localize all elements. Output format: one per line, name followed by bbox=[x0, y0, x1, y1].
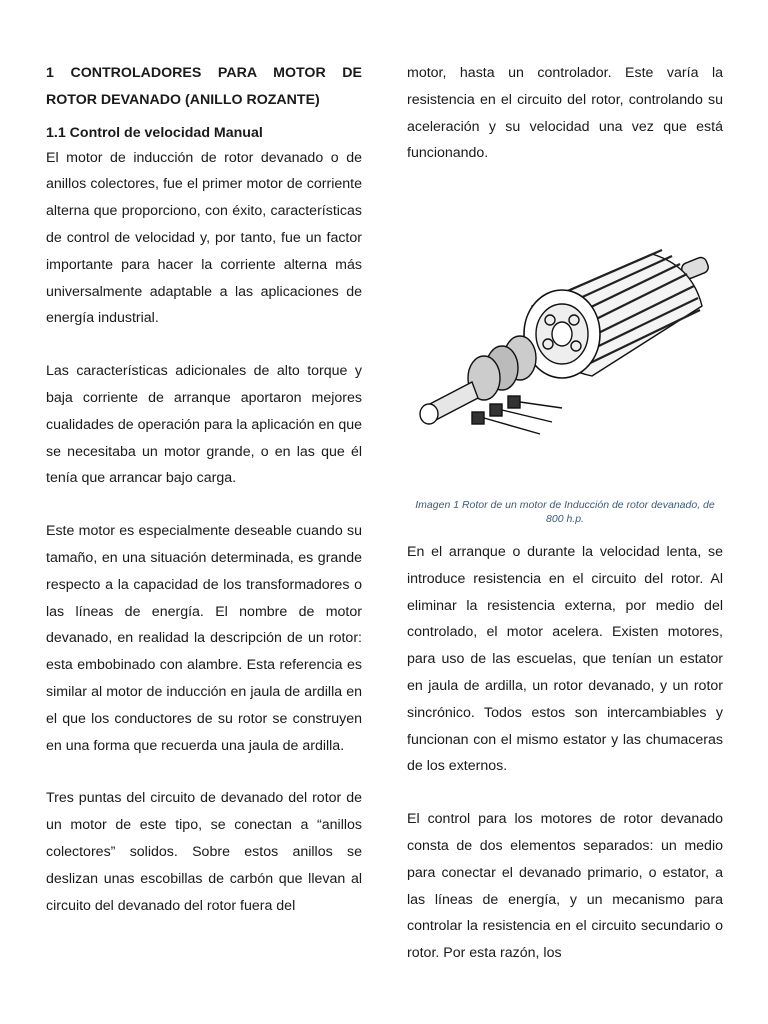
section-heading: 1 CONTROLADORES PARA MOTOR DE ROTOR DEVANADO (ANILLO ROZANTE) bbox=[46, 65, 362, 108]
right-column-bottom bbox=[407, 539, 723, 967]
paragraph-6: En el arranque o durante la velocidad lenta, se introduce resistencia en el circuito del rotor. Al eliminar la resistencia externa, por medio del controlado, el motor acelera. Existen motores, para uso de las escuelas, que tenían un estator en jaula de ardilla, un rotor devanado, y un rotor sincrónico. Todos estos son intercambiables y funcionan con el mismo estator y las chumaceras de los externos. bbox=[407, 544, 723, 775]
rotor-illustration bbox=[412, 236, 722, 456]
figure-caption: Imagen 1 Rotor de un motor de Inducción de rotor devanado, de 800 h.p. bbox=[415, 499, 715, 525]
right-column-top bbox=[407, 60, 723, 167]
paragraph-4: Tres puntas del circuito de devanado del rotor de un motor de este tipo, se conectan a “anillos colectores” solidos. Sobre estos anillos se deslizan unas escobillas de carbón que llevan al circuito del devanado del rotor fuera del bbox=[46, 790, 362, 914]
left-column bbox=[46, 60, 362, 919]
paragraph-3: Este motor es especialmente deseable cuando su tamaño, en una situación determinada, es grande respecto a la capacidad de los transformadores o las líneas de energía. El nombre de motor devanado, en realidad la descripción de un rotor: esta embobinado con alambre. Esta referencia es similar al motor de inducción en jaula de ardilla en el que los conductores de su rotor se construyen en una forma que recuerda una jaula de ardilla. bbox=[46, 523, 362, 754]
paragraph-5: motor, hasta un controlador. Este varía la resistencia en el circuito del rotor, controlando su aceleración y su velocidad una vez que está funcionando. bbox=[407, 65, 723, 162]
subsection-heading: 1.1 Control de velocidad Manual bbox=[46, 124, 263, 141]
paragraph-1: El motor de inducción de rotor devanado o de anillos colectores, fue el primer motor de corriente alterna que proporciono, con éxito, características de control de velocidad y, por tanto, fue un factor importante para hacer la corriente alterna más universalmente adaptable a las aplicaciones de energía industrial. bbox=[46, 149, 362, 327]
paragraph-2: Las características adicionales de alto torque y baja corriente de arranque aportaron mejores cualidades de operación para la aplicación en que se necesitaba un motor grande, o en las que él tenía que arrancar bajo carga. bbox=[46, 363, 362, 487]
paragraph-7: El control para los motores de rotor devanado consta de dos elementos separados: un medio para conectar el devanado primario, o estator, a las líneas de energía, y un mecanismo para controlar la resistencia en el circuito secundario o rotor. Por esta razón, los bbox=[407, 811, 723, 962]
